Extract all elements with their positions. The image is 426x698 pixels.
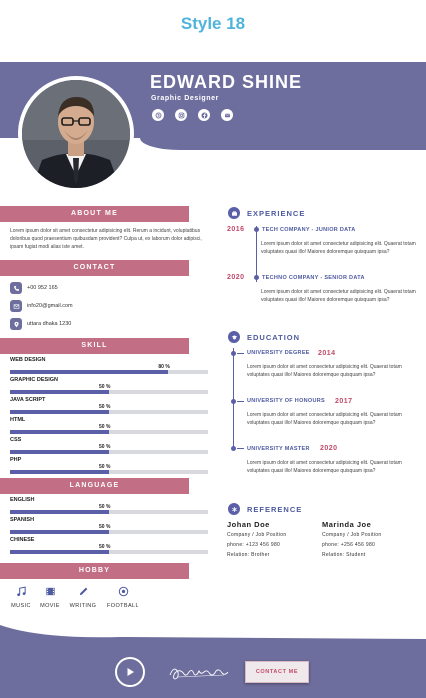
skills-percent: 80 % bbox=[158, 364, 170, 370]
lang-name: CHINESE bbox=[10, 537, 35, 543]
timeline-connector bbox=[237, 401, 244, 402]
play-button[interactable] bbox=[115, 657, 145, 687]
reference-name-1: Johan Doe bbox=[227, 520, 270, 529]
reference-phone-1: phone: +123 456 980 bbox=[227, 542, 281, 548]
briefcase-icon bbox=[228, 207, 240, 219]
envelope-icon bbox=[10, 300, 22, 312]
education-year-3: 2020 bbox=[320, 445, 338, 452]
skills-percent: 50 % bbox=[99, 384, 111, 390]
about-text: Lorem ipsum dolor sit amet consectetur adipisicing elit. Rerum a incidunt, voluptatibus doloribus quod praesentium quibusdam provident? Culpa ut, ex laborum dolor adipisci, ipsam fugiat modi alias iste amet. bbox=[10, 228, 202, 250]
hobby-football bbox=[106, 584, 140, 609]
timeline-dot bbox=[254, 275, 259, 280]
about-heading: ABOUT ME bbox=[0, 206, 189, 222]
contact-address bbox=[10, 318, 71, 330]
pen-icon bbox=[78, 586, 89, 597]
timeline-dot bbox=[231, 399, 236, 404]
film-icon bbox=[45, 586, 56, 597]
skills-bar bbox=[10, 370, 208, 374]
phone-icon bbox=[10, 282, 22, 294]
contact-email-text: info20@gmail.com bbox=[27, 303, 73, 309]
contact-phone-text: +00 952 165 bbox=[27, 285, 58, 291]
lang-bar-fill bbox=[10, 550, 109, 554]
hobby-writing-label: WRITING bbox=[69, 603, 97, 609]
lang-bar bbox=[10, 530, 208, 534]
education-title-3: UNIVERSITY MASTER bbox=[247, 446, 310, 452]
signature-image bbox=[166, 660, 232, 684]
experience-title-1: TECH COMPANY - JUNIOR DATA bbox=[262, 227, 356, 233]
lang-bar-fill bbox=[10, 530, 109, 534]
skills-bar-fill bbox=[10, 430, 109, 434]
location-icon bbox=[10, 318, 22, 330]
skills-name: GRAPHIC DESIGN bbox=[10, 377, 58, 383]
hobby-football-label: FOOTBALL bbox=[107, 603, 139, 609]
skill-heading: SKILL bbox=[0, 338, 189, 354]
skills-name: JAVA SCRIPT bbox=[10, 397, 46, 403]
language-heading: LANGUAGE bbox=[0, 478, 189, 494]
skills-bar-fill bbox=[10, 390, 109, 394]
timeline-dot bbox=[231, 351, 236, 356]
skills-bar bbox=[10, 470, 208, 474]
lang-bar-fill bbox=[10, 510, 109, 514]
hobby-movie-label: MOVIE bbox=[40, 603, 60, 609]
experience-heading: EXPERIENCE bbox=[247, 209, 306, 218]
lang-bar bbox=[10, 510, 208, 514]
reference-name-2: Marinda Joe bbox=[322, 520, 372, 529]
skills-percent: 50 % bbox=[99, 424, 111, 430]
timeline-connector bbox=[237, 448, 244, 449]
skills-bar bbox=[10, 430, 208, 434]
experience-title-2: TECHNO COMPANY - SENIOR DATA bbox=[262, 275, 365, 281]
contact-me-button[interactable]: CONTACT ME bbox=[245, 661, 309, 683]
skills-name: CSS bbox=[10, 437, 22, 443]
instagram-icon[interactable] bbox=[175, 109, 187, 121]
lang-percent: 50 % bbox=[99, 504, 111, 510]
skills-bar bbox=[10, 410, 208, 414]
education-title-1: UNIVERSITY DEGREE bbox=[247, 350, 310, 356]
education-text-1: Lorem ipsum dolor sit amet consectetur adipisicing elit. Quaerat totam voluptates quasi illo! Maiores doloremque quisquam ipsa? bbox=[247, 364, 402, 378]
profile-photo bbox=[18, 76, 134, 192]
education-timeline bbox=[233, 348, 234, 448]
education-year-1: 2014 bbox=[318, 350, 336, 357]
skills-percent: 50 % bbox=[99, 464, 111, 470]
style-title: Style 18 bbox=[180, 14, 246, 33]
contact-phone bbox=[10, 282, 58, 294]
skills-name: PHP bbox=[10, 457, 22, 463]
skills-bar-fill bbox=[10, 370, 168, 374]
lang-percent: 50 % bbox=[99, 524, 111, 530]
hobby-heading: HOBBY bbox=[0, 563, 189, 579]
skills-bar-fill bbox=[10, 450, 109, 454]
reference-position-2: Company / Job Position bbox=[322, 532, 382, 538]
person-name: EDWARD SHINE bbox=[150, 72, 303, 92]
hobby-movie bbox=[33, 584, 67, 609]
skills-name: HTML bbox=[10, 417, 26, 423]
football-icon bbox=[118, 586, 129, 597]
timeline-connector bbox=[237, 353, 244, 354]
education-heading: EDUCATION bbox=[247, 333, 301, 342]
skills-name: WEB DESIGN bbox=[10, 357, 46, 363]
experience-year-1: 2016 bbox=[227, 226, 245, 233]
reference-relation-2: Relation: Student bbox=[322, 552, 366, 558]
reference-relation-1: Relation: Brother bbox=[227, 552, 270, 558]
skills-bar bbox=[10, 390, 208, 394]
contact-address-text: uttara dhaka 1230 bbox=[27, 321, 72, 327]
lang-name: ENGLISH bbox=[10, 497, 35, 503]
contact-heading: CONTACT bbox=[0, 260, 189, 276]
education-title-2: UNIVERSITY OF HONOURS bbox=[247, 398, 326, 404]
mail-icon[interactable] bbox=[221, 109, 233, 121]
experience-timeline bbox=[256, 226, 257, 282]
facebook-icon[interactable] bbox=[198, 109, 210, 121]
experience-year-2: 2020 bbox=[227, 274, 245, 281]
hobby-music-label: MUSIC bbox=[11, 603, 31, 609]
timeline-dot bbox=[254, 227, 259, 232]
education-year-2: 2017 bbox=[335, 398, 353, 405]
skills-percent: 50 % bbox=[99, 404, 111, 410]
header-band-edge bbox=[140, 138, 426, 150]
reference-heading: REFERENCE bbox=[247, 505, 303, 514]
experience-text-2: Lorem ipsum dolor sit amet consectetur adipisicing elit. Quaerat totam voluptates quasi illo! Maiores doloremque quisquam ipsa? bbox=[261, 289, 416, 303]
reference-position-1: Company / Job Position bbox=[227, 532, 287, 538]
asterisk-icon bbox=[228, 503, 240, 515]
person-role: Graphic Designer bbox=[151, 95, 219, 102]
graduation-cap-icon bbox=[228, 331, 240, 343]
play-icon bbox=[124, 666, 136, 678]
skills-bar bbox=[10, 450, 208, 454]
skype-icon[interactable] bbox=[152, 109, 164, 121]
contact-email bbox=[10, 300, 73, 312]
hobby-writing bbox=[66, 584, 100, 609]
skills-percent: 50 % bbox=[99, 444, 111, 450]
education-text-2: Lorem ipsum dolor sit amet consectetur adipisicing elit. Quaerat totam voluptates quasi illo! Maiores doloremque quisquam ipsa? bbox=[247, 412, 402, 426]
timeline-dot bbox=[231, 446, 236, 451]
music-icon bbox=[16, 586, 27, 597]
skills-bar-fill bbox=[10, 470, 109, 474]
reference-phone-2: phone: +256 456 980 bbox=[322, 542, 376, 548]
skills-bar-fill bbox=[10, 410, 109, 414]
lang-percent: 50 % bbox=[99, 544, 111, 550]
experience-text-1: Lorem ipsum dolor sit amet consectetur adipisicing elit. Quaerat totam voluptates quasi illo! Maiores doloremque quisquam ipsa? bbox=[261, 241, 416, 255]
education-text-3: Lorem ipsum dolor sit amet consectetur adipisicing elit. Quaerat totam voluptates quasi illo! Maiores doloremque quisquam ipsa? bbox=[247, 460, 402, 474]
lang-name: SPANISH bbox=[10, 517, 35, 523]
lang-bar bbox=[10, 550, 208, 554]
